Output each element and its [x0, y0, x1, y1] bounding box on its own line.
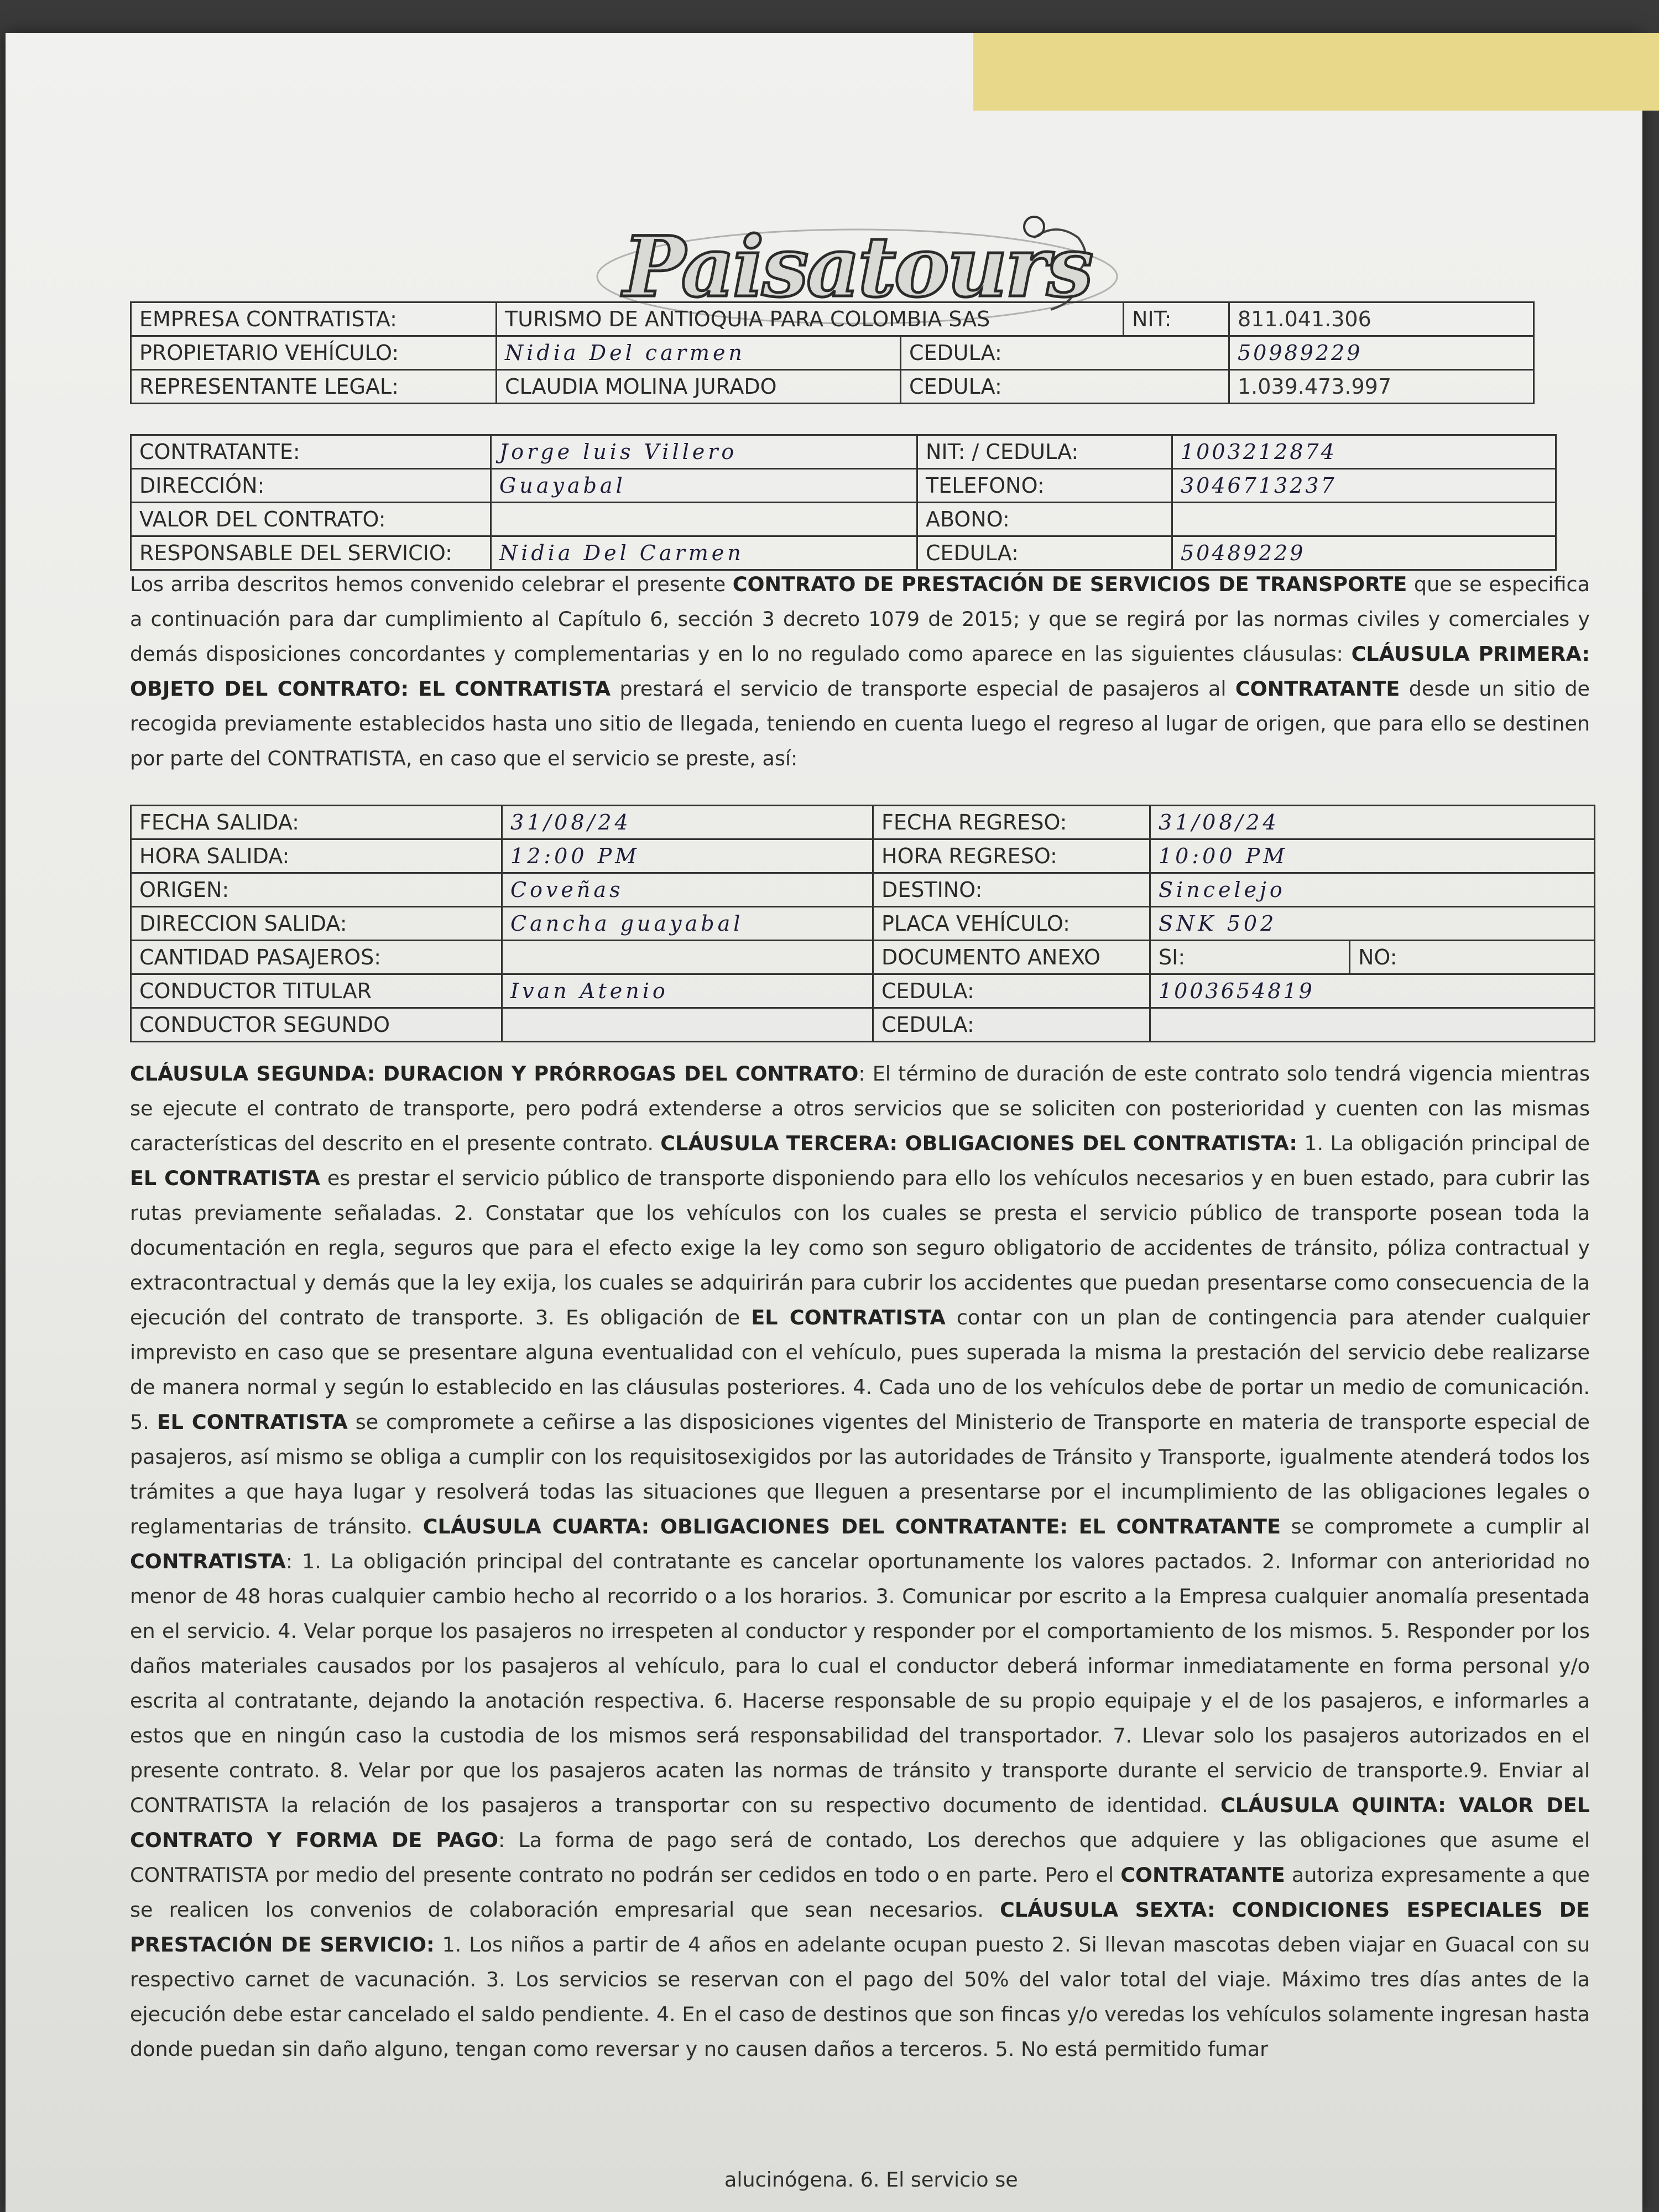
- responsable-cedula-value: 50489229: [1172, 536, 1556, 570]
- valor-value: [491, 503, 917, 536]
- telefono-value: 3046713237: [1172, 469, 1556, 503]
- placa-value: SNK 502: [1150, 907, 1595, 941]
- tail-text: alucinógena. 6. El servicio se: [724, 2168, 1018, 2192]
- intro-bold-2: CLÁUSULA PRIMERA: OBJETO DEL CONTRATO: EL CONTRATISTA: [130, 642, 1590, 701]
- responsable-value: Nidia Del Carmen: [491, 536, 917, 570]
- clause-3-title: CLÁUSULA TERCERA: OBLIGACIONES DEL CONTRATISTA:: [660, 1131, 1298, 1155]
- responsable-label: RESPONSABLE DEL SERVICIO:: [131, 536, 491, 570]
- fecha-salida-label: FECHA SALIDA:: [131, 806, 502, 839]
- yellow-sheet-edge: [973, 33, 1659, 111]
- direccion-value: Guayabal: [491, 469, 917, 503]
- clause-4-bold: CONTRATISTA: [130, 1550, 286, 1573]
- intro-bold-3: CONTRATANTE: [1235, 677, 1400, 701]
- propietario-label: PROPIETARIO VEHÍCULO:: [131, 336, 497, 370]
- valor-label: VALOR DEL CONTRATO:: [131, 503, 491, 536]
- clause-3-bold-b: EL CONTRATISTA: [751, 1306, 946, 1329]
- clause-2-title: CLÁUSULA SEGUNDA: DURACION Y PRÓRROGAS DEL CONTRATO: [130, 1062, 859, 1086]
- intro-text-3: prestará el servicio de transporte especial de pasajeros al: [611, 677, 1235, 701]
- hora-salida-value: 12:00 PM: [502, 839, 873, 873]
- clause-5-bold: CONTRATANTE: [1120, 1863, 1285, 1887]
- direccion-salida-value: Cancha guayabal: [502, 907, 873, 941]
- trip-table: [130, 805, 1595, 1042]
- responsable-cedula-label: CEDULA:: [917, 536, 1172, 570]
- nit-cedula-label: NIT: / CEDULA:: [917, 435, 1172, 469]
- intro-text-4: desde un sitio de recogida previamente establecidos hasta uno sitio de llegada, teniendo en cuenta luego el regreso al lugar de origen, que para ello se destinen por parte del CONTRATISTA, en caso que el servicio se preste, así:: [130, 677, 1590, 770]
- si-label: SI:: [1150, 941, 1350, 974]
- conductor-segundo-value: [502, 1008, 873, 1042]
- intro-bold-1: CONTRATO DE PRESTACIÓN DE SERVICIOS DE TRANSPORTE: [732, 572, 1407, 596]
- intro-paragraph: [130, 567, 1590, 776]
- direccion-salida-label: DIRECCION SALIDA:: [131, 907, 502, 941]
- no-label: NO:: [1350, 941, 1595, 974]
- intro-text-2: que se especifica a continuación para dar cumplimiento al Capítulo 6, sección 3 decreto 1079 de 2015; y que se regirá por las normas civiles y comerciales y demás disposiciones concordantes y complementarias y en lo no regulado como aparece en las siguientes cláusulas:: [130, 572, 1590, 666]
- fecha-regreso-value: 31/08/24: [1150, 806, 1595, 839]
- empresa-label: EMPRESA CONTRATISTA:: [131, 302, 497, 336]
- nit-value: 811.041.306: [1229, 302, 1534, 336]
- clause-2-text: : El término de duración de este contrato solo tendrá vigencia mientras se ejecute el contrato de transporte, pero podrá extenderse a otros servicios que se soliciten con posterioridad y cuenten con las mismas características del descrito en el presente contrato.: [130, 1062, 1590, 1155]
- nit-label: NIT:: [1124, 302, 1229, 336]
- direccion-label: DIRECCIÓN:: [131, 469, 491, 503]
- clause-3-bold-a: EL CONTRATISTA: [130, 1166, 320, 1190]
- contratante-value: Jorge luis Villero: [491, 435, 917, 469]
- hora-salida-label: HORA SALIDA:: [131, 839, 502, 873]
- propietario-value: Nidia Del carmen: [497, 336, 901, 370]
- conductor-titular-label: CONDUCTOR TITULAR: [131, 974, 502, 1008]
- destino-value: Sincelejo: [1150, 873, 1595, 907]
- tail-line: [724, 2162, 1222, 2197]
- fecha-regreso-label: FECHA REGRESO:: [873, 806, 1150, 839]
- clause-4-text-b: : 1. La obligación principal del contratante es cancelar oportunamente los valores pactados. 2. Informar con anterioridad no menor de 48 horas cualquier cambio hecho al recorrido o a los horarios. 3. Comunicar por escrito a la Empresa cualquier anomalía presentada en el servicio. 4. Velar porque los pasajeros no irrespeten al conductor y responder por el comportamiento de los mismos. 5. Responder por los daños materiales causados por los pasajeros al vehículo, para lo cual el conductor deberá informar inmediatamente en forma personal y/o escrita al contratante, dejando la anotación respectiva. 6. Hacerse responsable de su propio equipaje y el de los pasajeros, e informarles a estos que en ningún caso la custodia de los mismos será responsabilidad del transportador. 7. Llevar solo los pasajeros autorizados en el presente contrato. 8. Velar por que los pasajeros acaten las normas de tránsito y transporte durante el servicio de transporte.9. Enviar al CONTRATISTA la relación de los pasajeros a transportar con su respectivo documento de identidad.: [130, 1550, 1590, 1817]
- nit-cedula-value: 1003212874: [1172, 435, 1556, 469]
- clause-6-text: 1. Los niños a partir de 4 años en adelante ocupan puesto 2. Si llevan mascotas deben viajar en Guacal con su respectivo carnet de vacunación. 3. Los servicios se reservan con el pago del 50% del valor total del viaje. Máximo tres días antes de la ejecución debe estar cancelado el saldo pendiente. 4. En el caso de destinos que son fincas y/o veredas los vehículos solamente ingresan hasta donde puedan sin daño alguno, tengan como reversar y no causen daños a terceros. 5. No está permitido fumar: [130, 1933, 1590, 2061]
- logo-text: Paisatours: [623, 218, 1092, 316]
- clause-3-text-a: 1. La obligación principal de: [1297, 1131, 1590, 1155]
- conductor-titular-cedula-label: CEDULA:: [873, 974, 1150, 1008]
- clause-3-bold-c: EL CONTRATISTA: [156, 1410, 348, 1434]
- clause-3-text-b: es prestar el servicio público de transporte disponiendo para ello los vehículos necesarios y en buen estado, para cubrir las rutas previamente señaladas. 2. Constatar que los vehículos con los cuales se presta el servicio público de transporte posean toda la documentación en regla, seguros que para el efecto exige la ley como son seguro obligatorio de accidentes de tránsito, póliza contractual y extracontractual y demás que la ley exija, los cuales se adquirirán para cubrir los accidentes que puedan presentarse como consecuencia de la ejecución del contrato de transporte. 3. Es obligación de: [130, 1166, 1590, 1329]
- clause-3-text-c: contar con un plan de contingencia para atender cualquier imprevisto en caso que se presentare alguna eventualidad con el vehículo, pues superada la misma la prestación del servicio debe realizarse de manera normal y según lo establecido en las cláusulas posteriores. 4. Cada uno de los vehículos debe de portar un medio de comunicación. 5.: [130, 1306, 1590, 1434]
- contract-table: [130, 434, 1557, 571]
- representante-label: REPRESENTANTE LEGAL:: [131, 370, 497, 404]
- origen-label: ORIGEN:: [131, 873, 502, 907]
- fecha-salida-value: 31/08/24: [502, 806, 873, 839]
- telefono-label: TELEFONO:: [917, 469, 1172, 503]
- hora-regreso-value: 10:00 PM: [1150, 839, 1595, 873]
- company-table: [130, 301, 1535, 404]
- clause-4-title: CLÁUSULA CUARTA: OBLIGACIONES DEL CONTRATANTE: EL CONTRATANTE: [422, 1515, 1281, 1538]
- conductor-segundo-cedula-label: CEDULA:: [873, 1008, 1150, 1042]
- conductor-segundo-label: CONDUCTOR SEGUNDO: [131, 1008, 502, 1042]
- representante-cedula-value: 1.039.473.997: [1229, 370, 1534, 404]
- hora-regreso-label: HORA REGRESO:: [873, 839, 1150, 873]
- placa-label: PLACA VEHÍCULO:: [873, 907, 1150, 941]
- conductor-segundo-cedula-value: [1150, 1008, 1595, 1042]
- clause-5-text-a: : La forma de pago será de contado, Los derechos que adquiere y las obligaciones que asume el CONTRATISTA por medio del presente contrato no podrán ser cedidos en todo o en parte. Pero el: [130, 1828, 1590, 1887]
- origen-value: Coveñas: [502, 873, 873, 907]
- abono-label: ABONO:: [917, 503, 1172, 536]
- cantidad-label: CANTIDAD PASAJEROS:: [131, 941, 502, 974]
- propietario-cedula-value: 50989229: [1229, 336, 1534, 370]
- conductor-titular-value: Ivan Atenio: [502, 974, 873, 1008]
- abono-value: [1172, 503, 1556, 536]
- propietario-cedula-label: CEDULA:: [901, 336, 1229, 370]
- contratante-label: CONTRATANTE:: [131, 435, 491, 469]
- documento-anexo-label: DOCUMENTO ANEXO: [873, 941, 1150, 974]
- destino-label: DESTINO:: [873, 873, 1150, 907]
- intro-text-1: Los arriba descritos hemos convenido celebrar el presente: [130, 572, 733, 596]
- representante-value: CLAUDIA MOLINA JURADO: [497, 370, 901, 404]
- representante-cedula-label: CEDULA:: [901, 370, 1229, 404]
- clause-3-text-d: se compromete a ceñirse a las disposiciones vigentes del Ministerio de Transporte en materia de transporte especial de pasajeros, así mismo se obliga a cumplir con los requisitosexigidos por las autoridades de Tránsito y Transporte, igualmente atenderá todos los trámites a que haya lugar y resolverá todas las situaciones que lleguen a presentarse por el incumplimiento de las obligaciones legales o reglamentarias de tránsito.: [130, 1410, 1590, 1538]
- clauses-paragraph: [130, 1056, 1590, 2067]
- clause-4-text-a: se compromete a cumplir al: [1281, 1515, 1590, 1538]
- cantidad-value: [502, 941, 873, 974]
- clause-6-title: CLÁUSULA SEXTA: CONDICIONES ESPECIALES DE PRESTACIÓN DE SERVICIO:: [130, 1898, 1590, 1957]
- conductor-titular-cedula-value: 1003654819: [1150, 974, 1595, 1008]
- clause-5-text-b: autoriza expresamente a que se realicen los convenios de colaboración empresarial que sean necesarios.: [130, 1863, 1590, 1922]
- empresa-value: TURISMO DE ANTIOQUIA PARA COLOMBIA SAS: [497, 302, 1124, 336]
- clause-5-title: CLÁUSULA QUINTA: VALOR DEL CONTRATO Y FORMA DE PAGO: [130, 1793, 1590, 1852]
- contract-page: [6, 33, 1642, 2212]
